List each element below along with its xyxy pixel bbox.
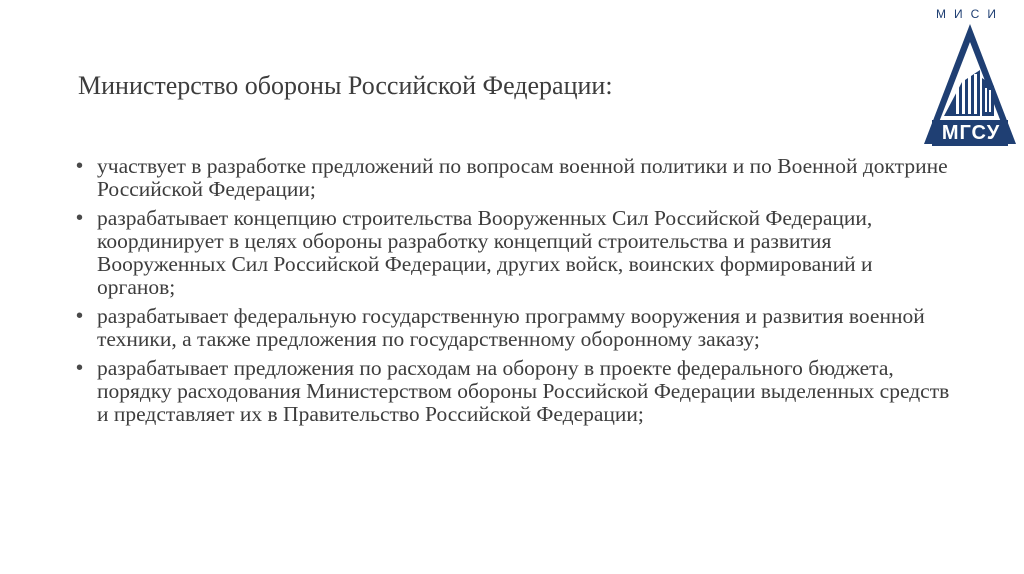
bullet-item: [76, 207, 956, 299]
bullet-text: разрабатывает концепцию строительства Вооруженных Сил Российской Федерации, координирует в целях обороны разработку концепций строительства и развития Вооруженных Сил Российской Федерации, других войск, воинских формирований и органов;: [97, 206, 873, 299]
bullet-text: участвует в разработке предложений по вопросам военной политики и по Военной доктрине Российской Федерации;: [97, 154, 948, 201]
logo-top-text: МИСИ: [936, 7, 1004, 21]
bullet-icon: •: [76, 305, 84, 327]
bullet-icon: •: [76, 207, 84, 229]
logo-bottom-text: МГСУ: [941, 122, 1001, 144]
bullet-list: [76, 155, 956, 432]
bullet-text: разрабатывает федеральную государственную программу вооружения и развития военной техники, а также предложения по государственному оборонному заказу;: [97, 304, 925, 351]
university-logo: [922, 6, 1018, 148]
bullet-icon: •: [76, 155, 84, 177]
slide-title: Министерство обороны Российской Федерации:: [78, 71, 613, 100]
bullet-item: [76, 155, 956, 201]
bullet-item: [76, 305, 956, 351]
bullet-item: [76, 357, 956, 426]
bullet-text: разрабатывает предложения по расходам на оборону в проекте федерального бюджета, порядку расходования Министерством обороны Российской Федерации выделенных средств и представляет их в Правительство Российской Федерации;: [97, 356, 950, 426]
bullet-icon: •: [76, 357, 84, 379]
